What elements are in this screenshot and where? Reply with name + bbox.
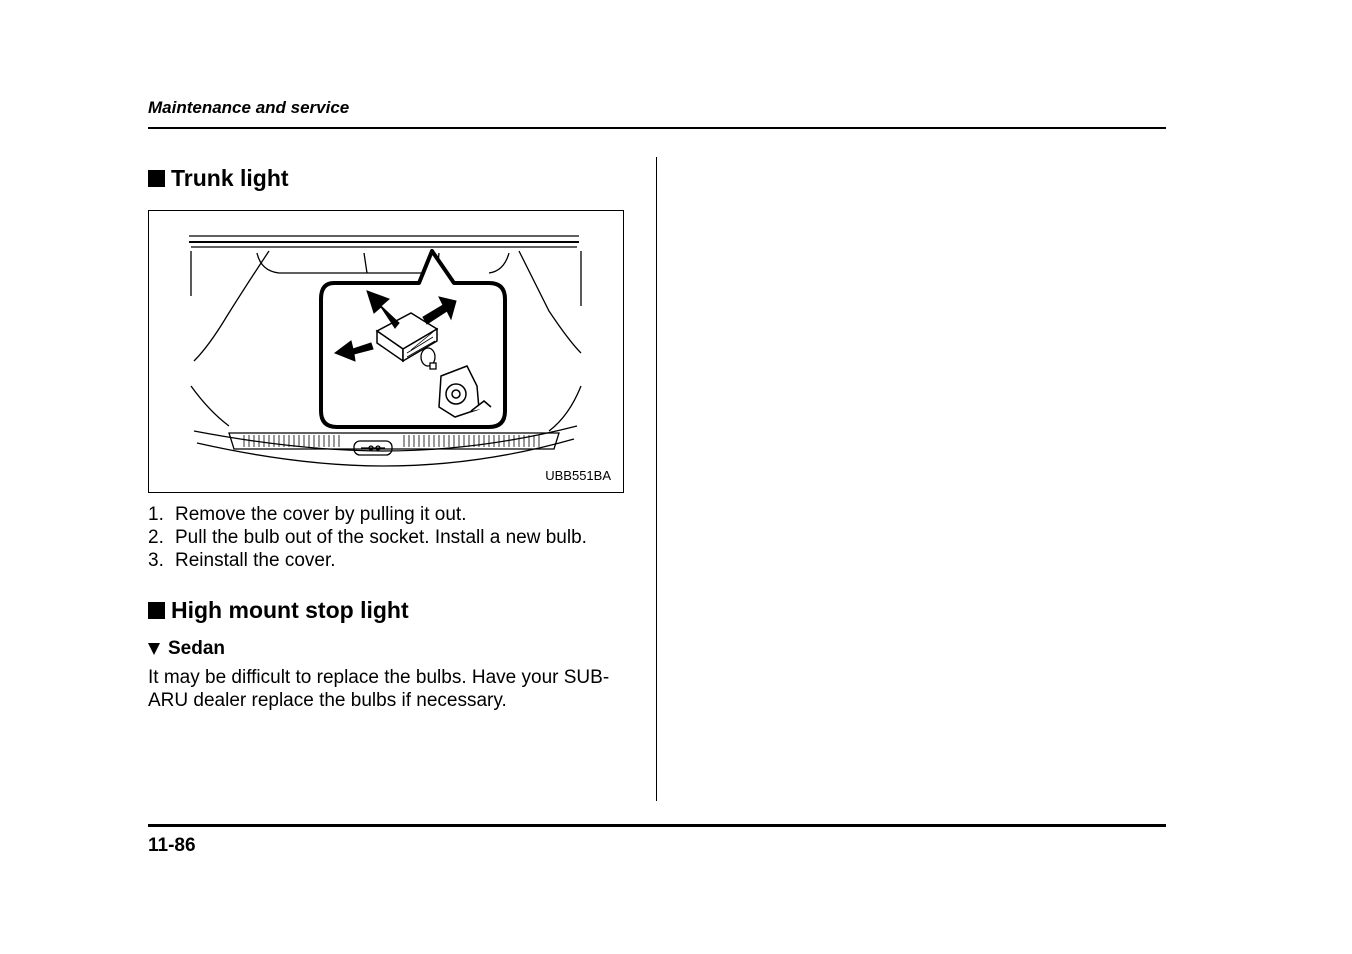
section-title: Trunk light (171, 165, 289, 191)
body-paragraph (148, 666, 638, 712)
section-heading-trunk-light (148, 165, 289, 192)
section-title: High mount stop light (171, 597, 409, 623)
step-number: 3. (148, 550, 164, 571)
list-item (148, 503, 587, 526)
subsection-heading-sedan (148, 638, 225, 660)
step-number: 2. (148, 527, 164, 548)
trunk-light-illustration (148, 210, 624, 493)
square-bullet-icon (148, 602, 165, 619)
header-rule (148, 127, 1166, 129)
step-list (148, 503, 587, 572)
trunk-drawing (149, 211, 623, 492)
running-header: Maintenance and service (148, 98, 350, 117)
column-divider (656, 157, 657, 801)
list-item (148, 549, 587, 572)
step-text: Remove the cover by pulling it out. (175, 504, 467, 525)
page-number: 11-86 (148, 835, 196, 856)
step-text: Pull the bulb out of the socket. Install a new bulb. (175, 527, 587, 548)
triangle-down-icon (148, 643, 160, 655)
body-line: ARU dealer replace the bulbs if necessary. (148, 690, 507, 711)
section-heading-high-mount-stop-light (148, 597, 409, 624)
step-number: 1. (148, 504, 164, 525)
subsection-title: Sedan (168, 638, 226, 659)
figure-code: UBB551BA (545, 468, 611, 483)
footer-rule (148, 824, 1166, 827)
body-line: It may be difficult to replace the bulbs. Have your SUB- (148, 667, 610, 688)
list-item (148, 526, 587, 549)
step-text: Reinstall the cover. (175, 550, 336, 571)
square-bullet-icon (148, 170, 165, 187)
